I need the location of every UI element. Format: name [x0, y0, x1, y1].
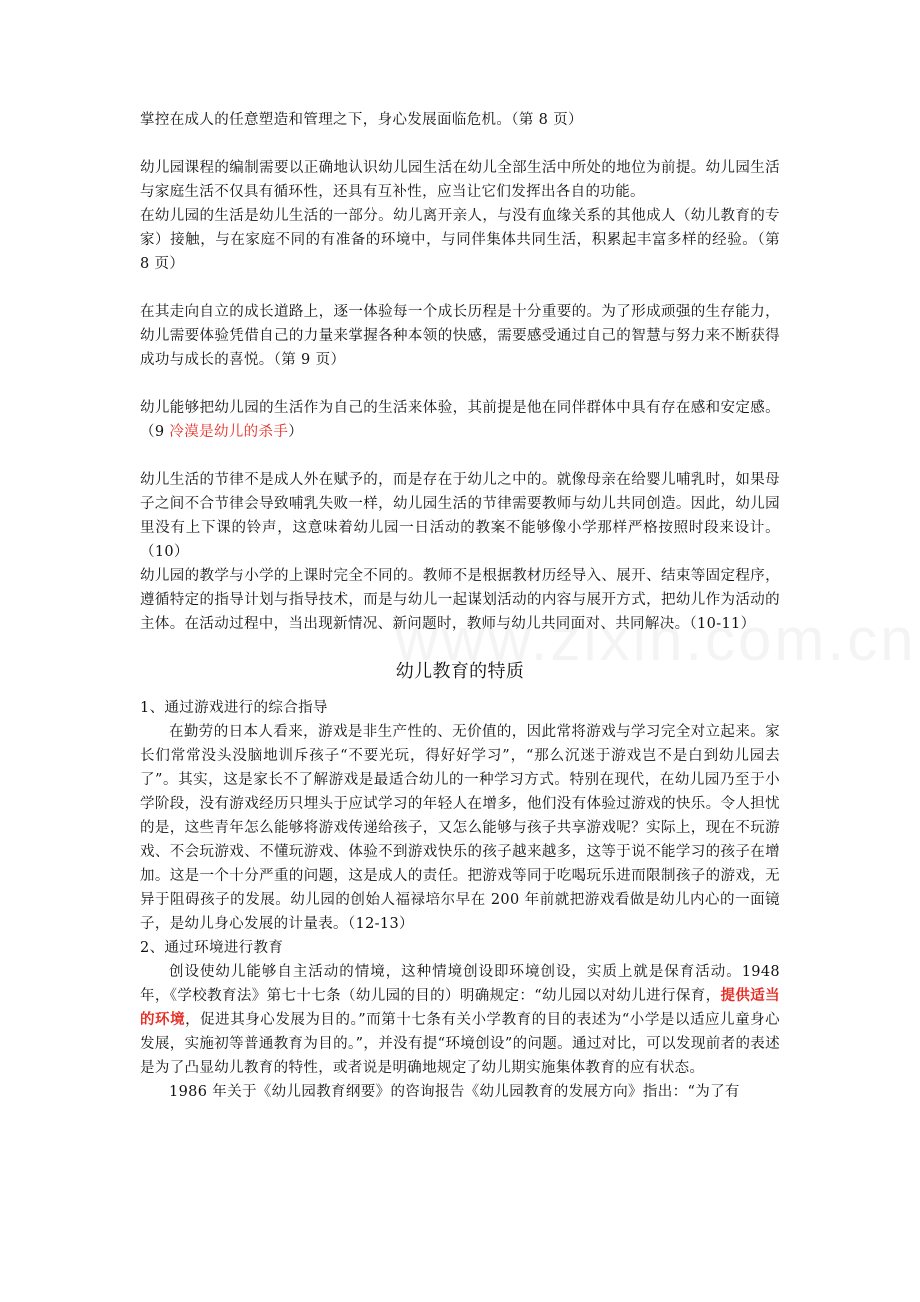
paragraph-gap [140, 444, 780, 468]
item-2-body-start: 创设使幼儿能够自主活动的情境，这种情境创设即环境创设，实质上就是保育活动。1948 年，《学校教育法》第七十七条（幼儿园的目的）明确规定：“幼儿园以对幼儿进行保育， [140, 964, 780, 1004]
document-page [140, 108, 780, 1104]
item-2-heading: 2、通过环境进行教育 [140, 940, 284, 956]
red-annotation: 冷漠是幼儿的杀手 [169, 424, 289, 440]
paragraph-gap [140, 132, 780, 156]
item-1-body: 在勤劳的日本人看来，游戏是非生产性的、无价值的，因此常将游戏与学习完全对立起来。家长们常常没头没脑地训斥孩子“不要光玩，得好好学习”，“那么沉迷于游戏岂不是白到幼儿园去了”。其实，这是家长不了解游戏是最适合幼儿的一种学习方式。特别在现代，在幼儿园乃至于小学阶段，没有游戏经历只埋头于应试学习的年轻人在增多，他们没有体验过游戏的快乐。令人担忧的是，这些青年怎么能够将游戏传递给孩子，又怎么能够与孩子共享游戏呢？实际上，现在不玩游戏、不会玩游戏、不懂玩游戏、体验不到游戏快乐的孩子越来越多，这等于说不能学习的孩子在增加。这是一个十分严重的问题，这是成人的责任。把游戏等同于吃喝玩乐进而限制孩子的游戏，无异于阻碍孩子的发展。幼儿园的创始人福禄培尔早在 200 年前就把游戏看做是幼儿内心的一面镜子，是幼儿身心发展的计量表。（12-13） [140, 724, 780, 932]
item-1-heading: 1、通过游戏进行的综合指导 [140, 700, 328, 716]
item-2-body-rest: ，促进其身心发展为目的。”而第十七条有关小学教育的目的表述为“小学是以适应儿童身心发展，实施初等普通教育为目的。”，并没有提“环境创设”的问题。通过对比，可以发现前者的表述是为了凸显幼儿教育的特性，或者说是明确地规定了幼儿期实施集体教育的应有状态。 [140, 1012, 780, 1076]
paragraph-5 [140, 396, 780, 444]
section-title: 幼儿教育的特质 [395, 661, 525, 682]
item-2-body [140, 960, 780, 1080]
red-highlight: 提供适当的环境 [140, 987, 780, 1028]
paragraph-gap [140, 372, 780, 396]
paragraph-5-text: 幼儿能够把幼儿园的生活作为自己的生活来体验，其前提是他在同伴群体中具有存在感和安定感。（9 [140, 400, 780, 440]
paragraph-gap [140, 276, 780, 300]
paragraph-5-close: ） [288, 424, 304, 440]
paragraph-6: 幼儿生活的节律不是成人外在赋予的，而是存在于幼儿之中的。就像母亲在给婴儿哺乳时，如果母子之间不合节律会导致哺乳失败一样，幼儿园生活的节律需要教师与幼儿共同创造。因此，幼儿园里没有上下课的铃声，这意味着幼儿园一日活动的教案不能够像小学那样严格按照时段来设计。（10） [140, 472, 780, 560]
paragraph-4: 在其走向自立的成长道路上，逐一体验每一个成长历程是十分重要的。为了形成顽强的生存能力，幼儿需要体验凭借自己的力量来掌握各种本领的快感，需要感受通过自己的智慧与努力来不断获得成功与成长的喜悦。（第 9 页） [140, 304, 780, 368]
paragraph-2: 幼儿园课程的编制需要以正确地认识幼儿园生活在幼儿全部生活中所处的地位为前提。幼儿园生活与家庭生活不仅具有循环性，还具有互补性，应当让它们发挥出各自的功能。 [140, 160, 780, 200]
item-2-body-2: 1986 年关于《幼儿园教育纲要》的咨询报告《幼儿园教育的发展方向》指出：“为了有 [169, 1084, 740, 1100]
paragraph-1: 掌控在成人的任意塑造和管理之下，身心发展面临危机。（第 8 页） [140, 112, 583, 128]
paragraph-7: 幼儿园的教学与小学的上课时完全不同的。教师不是根据教材历经导入、展开、结束等固定程序，遵循特定的指导计划与指导技术，而是与幼儿一起谋划活动的内容与展开方式，把幼儿作为活动的主体。在活动过程中，当出现新情况、新问题时，教师与幼儿共同面对、共同解决。（10-11） [140, 568, 780, 632]
paragraph-3: 在幼儿园的生活是幼儿生活的一部分。幼儿离开亲人，与没有血缘关系的其他成人（幼儿教育的专家）接触，与在家庭不同的有准备的环境中，与同伴集体共同生活，积累起丰富多样的经验。（第 8 页） [140, 208, 780, 272]
